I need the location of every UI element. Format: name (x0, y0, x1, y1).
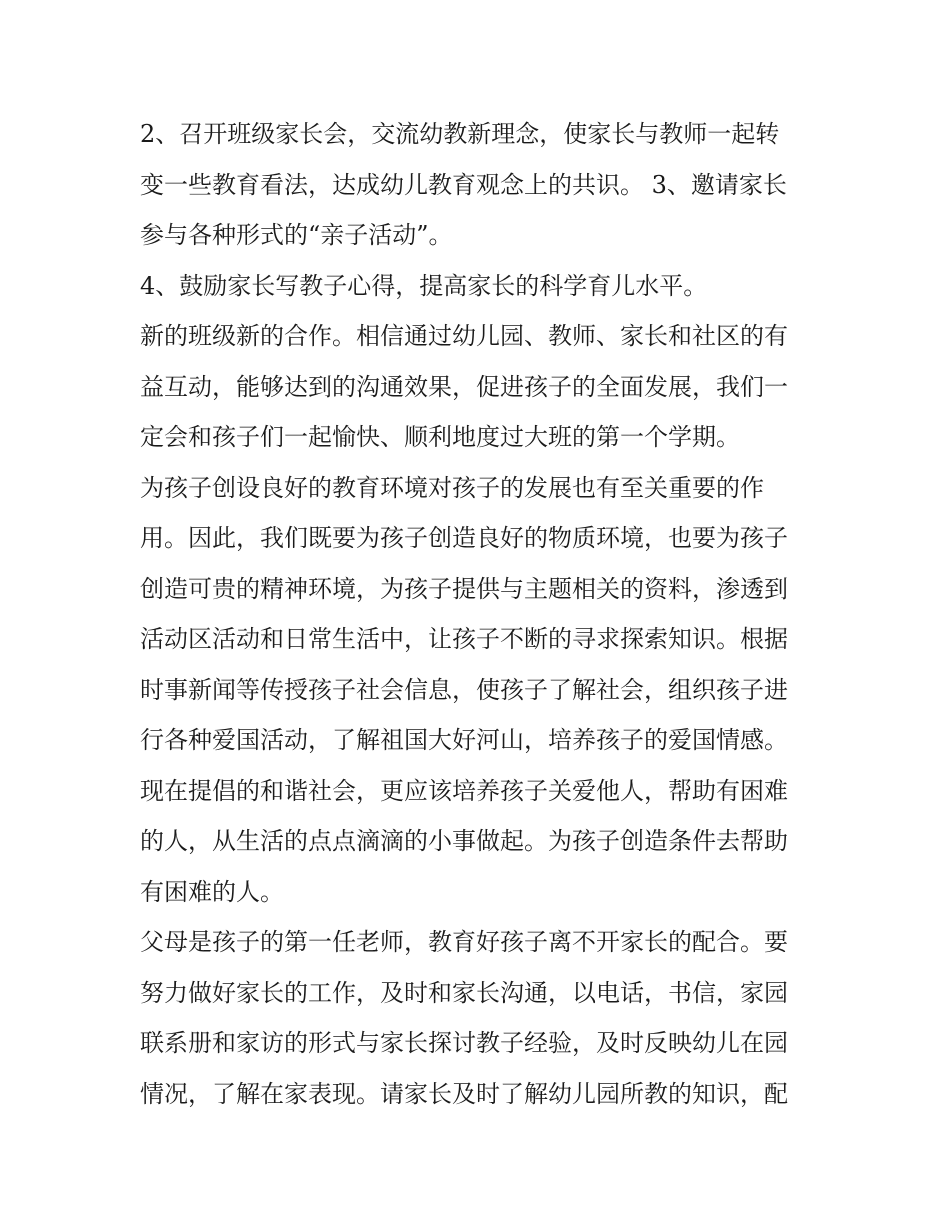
text-line: 为孩子创设良好的教育环境对孩子的发展也有至关重要的作 (140, 473, 764, 502)
text-line: 益互动，能够达到的沟通效果，促进孩子的全面发展，我们一 (140, 372, 788, 401)
text-line: 定会和孩子们一起愉快、顺利地度过大班的第一个学期。 (140, 423, 740, 451)
text-line: 用。因此，我们既要为孩子创造良好的物质环境，也要为孩子 (140, 524, 788, 552)
text-line: 4、鼓励家长写教子心得，提高家长的科学育儿水平。 (140, 271, 708, 300)
text-line: 创造可贵的精神环境，为孩子提供与主题相关的资料，渗透到 (140, 574, 788, 603)
text-line: 时事新闻等传授孩子社会信息，使孩子了解社会，组织孩子进 (140, 675, 788, 704)
text-line: 新的班级新的合作。相信通过幼儿园、教师、家长和社区的有 (140, 322, 788, 350)
text-line: 参与各种形式的“亲子活动”。 (140, 221, 453, 249)
text-line: 变一些教育看法，达成幼儿教育观念上的共识。 3、邀请家长 (140, 170, 787, 199)
text-line: 努力做好家长的工作，及时和家长沟通，以电话，书信，家园 (140, 978, 788, 1007)
text-line: 情况，了解在家表现。请家长及时了解幼儿园所教的知识，配 (140, 1079, 788, 1108)
text-line: 现在提倡的和谐社会，更应该培养孩子关爱他人，帮助有困难 (140, 776, 788, 805)
document-body (140, 109, 820, 1119)
text-line: 行各种爱国活动，了解祖国大好河山，培养孩子的爱国情感。 (140, 726, 788, 754)
text-line: 2、召开班级家长会，交流幼教新理念，使家长与教师一起转 (140, 120, 780, 148)
text-line: 联系册和家访的形式与家长探讨教子经验，及时反映幼儿在园 (140, 1029, 788, 1057)
text-line: 活动区活动和日常生活中，让孩子不断的寻求探索知识。根据 (140, 625, 788, 653)
text-line: 有困难的人。 (140, 877, 284, 906)
text-line: 的人，从生活的点点滴滴的小事做起。为孩子创造条件去帮助 (140, 827, 788, 855)
text-line: 父母是孩子的第一任老师，教育好孩子离不开家长的配合。要 (140, 928, 788, 956)
